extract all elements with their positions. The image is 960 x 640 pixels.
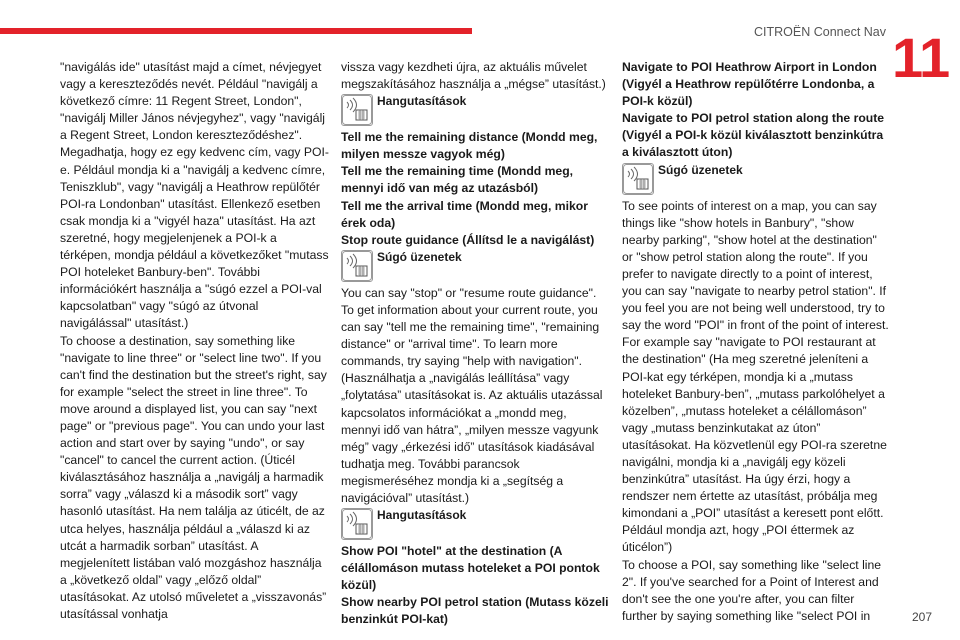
paragraph: To see points of interest on a map, you can say things like "show hotels in Banbury", "show nearby parking", "show hotel at the destination" or "show petrol station along the route". If you prefer to navigate directly to a point of interest, you can say "navigate to nearby petrol station". If you feel you are not being well understood, try to say the word "POI" in front of the point of interest. For example say "navigate to POI restaurant at the destination" (Ha meg szeretné jeleníteni a POI-kat egy térképen, mondja ki a „mutass hoteleket Banbury-ben”, „mutass parkolóhelyet a közelben”, „mutass hoteleket a célállomáson” vagy „mutass benzinkutakat az úton” utasításokat. Ha közvetlenül egy POI-ra szeretne navigálni, mondja ki a „navigálj egy közeli benzinkútra” utasítást. Ha úgy érzi, hogy a rendszer nem értette az utasítást, próbálja meg kimondani a „POI” utasítást a keresett pont előtt. Például mondja azt, hogy „POI éttermek az úticélon”) — [622, 198, 889, 555]
command: Show nearby POI petrol station (Mutass közeli benzinkút POI-kat) — [341, 595, 609, 627]
voice-command-icon — [622, 163, 654, 195]
note-title: Hangutasítások — [377, 508, 467, 523]
page-number: 207 — [912, 610, 933, 624]
page-header-brand: CITROËN Connect Nav — [754, 25, 886, 39]
note-heading — [341, 250, 609, 282]
command: Stop route guidance (Állítsd le a navigálást) — [341, 232, 595, 247]
chapter-number: 11 — [892, 26, 950, 89]
paragraph: To choose a POI, say something like "select line 2". If you've searched for a Point of Interest and don't see the one you're after, you can filter further by saying something like "select POI in — [622, 557, 882, 623]
column-left — [60, 59, 330, 623]
command: Tell me the remaining time (Mondd meg, mennyi idő van még az utazásból) — [341, 164, 574, 196]
note-title: Súgó üzenetek — [377, 249, 462, 264]
voice-command-icon — [341, 94, 373, 126]
note-title: Súgó üzenetek — [658, 162, 743, 177]
command: Navigate to POI petrol station along the route (Vigyél a POI-k közül kiválasztott benzinkútra a kiválasztott úton) — [622, 111, 885, 160]
command: Tell me the remaining distance (Mondd meg, milyen messze vagyok még) — [341, 130, 598, 162]
column-middle — [341, 59, 609, 629]
paragraph: You can say "stop" or "resume route guidance". To get information about your current route, you can say "tell me the remaining time", "remaining distance" or "arrival time". To learn more commands, try saying "help with navigation". (Használhatja a „navigálás leállítása” vagy „folytatása” utasításokat is. Az aktuális utazással kapcsolatos információkat a „mondd meg, mennyi idő van hátra”, „milyen messze vagyunk még” vagy „érkezési idő” utasítások kiadásával tudhatja meg. További parancsok megismeréséhez mondja ki a „segítség a navigációval” utasítást.) — [341, 285, 603, 505]
command: Navigate to POI Heathrow Airport in London (Vigyél a Heathrow repülőtérre Londonba, a POI-k közül) — [622, 60, 877, 109]
command: Show POI "hotel" at the destination (A célállomáson mutass hoteleket a POI pontok közül) — [341, 544, 600, 593]
voice-command-icon — [341, 508, 373, 540]
paragraph: vissza vagy kezdheti újra, az aktuális művelet megszakításához használja a „mégse” utasítást.) — [341, 60, 606, 92]
voice-command-icon — [341, 250, 373, 282]
note-heading — [341, 508, 609, 540]
paragraph: "navigálás ide" utasítást majd a címet, névjegyet vagy a kereszteződés nevét. Például "navigálj a következő címre: 11 Regent Street, London", "navigálj Miller János névjegyhez", vagy "navigálj a Regent Street, London kereszteződéshez". Megadhatja, hogy ez egy kedvenc cím, vagy POI-e. Például mondja ki a "navigálj a kedvenc címre, Teniszklub", vagy "navigálj a Heathrow repülőtér POI-ra Londonban" utasítást. Ellenkező esetben csak mondja ki a "vigyél haza" utasítást. Ha azt szeretné, hogy megjelenjenek a POI-k a térképen, mondja például a következőket "mutass POI hoteleket Banbury-ben". További információkért használja a "súgó ezzel a POI-val kapcsolatban" vagy "súgó az útvonal navigálással" utasítást.) — [60, 60, 329, 331]
note-title: Hangutasítások — [377, 94, 467, 109]
column-right — [622, 59, 890, 625]
paragraph: To choose a destination, say something like "navigate to line three" or "select line two". If you can't find the destination but the street's right, say for example "select the street in line three". To move around a displayed list, you can say "next page" or "previous page". You can undo your last action and start over by saying "undo", or say "cancel" to cancel the current action. (Úticél kiválasztásához használja a „navigálj a harmadik sorra” vagy „válaszd ki a második sort” vagy hasonló utasítást. Ha nem találja az úticélt, de az utca helyes, használja például a „válaszd ki az utcát a harmadik sorban” utasítást. A megjelenített listában való mozgáshoz használja a „következő oldal” vagy „előző oldal” utasításokat. Az utolsó műveletet a „visszavonás” utasítással vonhatja — [60, 333, 327, 621]
header-accent-bar — [0, 28, 472, 34]
note-heading — [341, 94, 609, 126]
note-heading — [622, 163, 890, 195]
command: Tell me the arrival time (Mondd meg, mikor érek oda) — [341, 198, 588, 230]
